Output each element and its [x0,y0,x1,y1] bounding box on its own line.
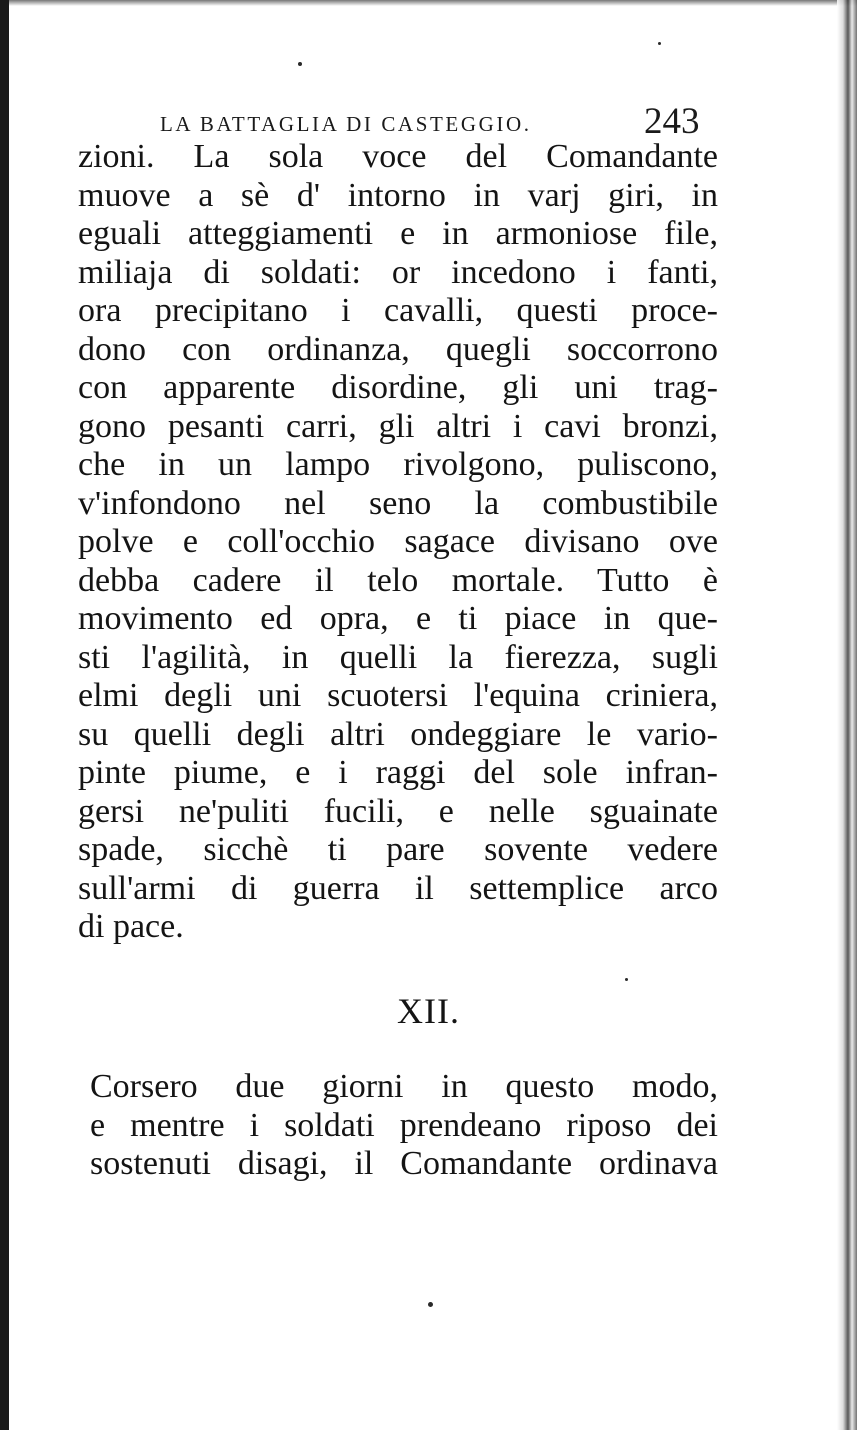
text-line: elmi degli uni scuotersi l'equina criniera, [78,677,718,714]
text-line: debba cadere il telo mortale. Tutto è [78,561,718,599]
text-line: pinte piume, e i raggi del sole infran- [78,754,718,791]
text-line: con apparente disordine, gli uni trag- [78,369,718,406]
text-line: v'infondono nel seno la combustibile [78,484,718,522]
text-line: zioni. La sola voce del Comandante [78,138,718,175]
text-line: e mentre i soldati prendeano riposo dei [90,1106,718,1144]
paragraph-1 [78,138,718,947]
scan-speck [428,1302,433,1307]
scan-right-edge [837,0,857,1430]
paragraph-2 [90,1068,718,1184]
scan-speck [298,62,302,66]
text-line: dono con ordinanza, quegli soccorrono [78,330,718,368]
text-line: gersi ne'puliti fucili, e nelle sguainate [78,792,718,830]
text-line: sostenuti disagi, il Comandante ordinava [90,1145,718,1182]
scan-speck [658,42,661,45]
text-line: gono pesanti carri, gli altri i cavi bronzi, [78,407,718,445]
text-line: polve e coll'occhio sagace divisano ove [78,523,718,560]
section-heading: XII. [397,991,460,1031]
text-line: sti l'agilità, in quelli la fierezza, sugli [78,638,718,676]
text-line: muove a sè d' intorno in varj giri, in [78,176,718,214]
text-line: Corsero due giorni in questo modo, [90,1068,718,1105]
text-line: di pace. [78,908,184,945]
text-line: su quelli degli altri ondeggiare le vario- [78,715,718,753]
running-title: LA BATTAGLIA DI CASTEGGIO. [160,112,532,136]
text-line: movimento ed opra, e ti piace in que- [78,600,718,637]
text-line: sull'armi di guerra il settemplice arco [78,869,718,907]
text-line: che in un lampo rivolgono, puliscono, [78,446,718,483]
scan-speck [625,978,628,981]
text-line: spade, sicchè ti pare sovente vedere [78,831,718,868]
text-line: ora precipitano i cavalli, questi proce- [78,292,718,329]
text-line: miliaja di soldati: or incedono i fanti, [78,253,718,291]
text-line: eguali atteggiamenti e in armoniose file, [78,215,718,252]
page-number: 243 [644,101,700,142]
scan-top-edge [0,0,857,6]
scan-left-edge [0,0,9,1430]
